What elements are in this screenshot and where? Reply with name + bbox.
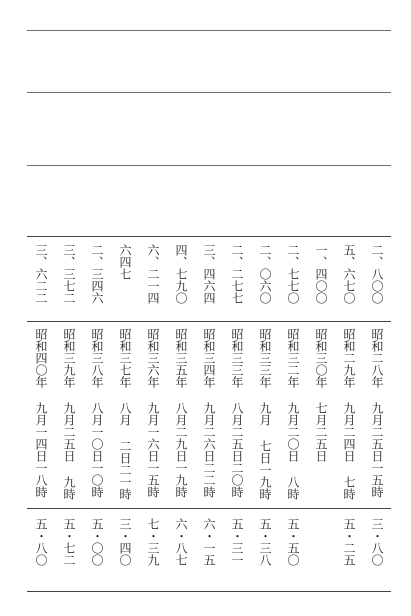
value-cell: 六・一五 bbox=[202, 518, 216, 566]
amount-cell: 二、〇六〇 bbox=[258, 244, 272, 304]
value-cell: 五・七二 bbox=[62, 518, 76, 566]
date-row bbox=[27, 328, 391, 506]
value-cell: 五・〇〇 bbox=[90, 518, 104, 566]
value-cell: 五・五〇 bbox=[286, 518, 300, 566]
date-cell: 昭和三七年 八月 二日二一時 bbox=[118, 328, 132, 500]
value-cell: 五・三一 bbox=[230, 518, 244, 566]
table-rule-top bbox=[27, 236, 391, 237]
value-cell: 五・八〇 bbox=[34, 518, 48, 566]
amount-cell: 三、六二二 bbox=[34, 244, 48, 304]
date-cell: 昭和三二年 九月二〇日 八時 bbox=[286, 328, 300, 500]
date-cell: 昭和四〇年 九月一四日一八時 bbox=[34, 328, 48, 498]
amount-cell: 一、四〇〇 bbox=[314, 244, 328, 304]
value-cell bbox=[307, 518, 335, 588]
value-cell: 三・八〇 bbox=[370, 518, 384, 566]
amount-cell: 四、七九〇 bbox=[174, 244, 188, 304]
blank-rule-2 bbox=[27, 92, 391, 93]
value-cell: 三・四〇 bbox=[118, 518, 132, 566]
amount-cell: 二、二七七 bbox=[230, 244, 244, 304]
value-cell: 五・二五 bbox=[342, 518, 356, 566]
amount-cell: 二、八〇〇 bbox=[370, 244, 384, 304]
amount-cell: 五、六七〇 bbox=[342, 244, 356, 304]
value-cell: 六・八七 bbox=[174, 518, 188, 566]
date-cell: 昭和三八年 八月一〇日一〇時 bbox=[90, 328, 104, 498]
date-cell: 昭和二八年 九月二五日一五時 bbox=[370, 328, 384, 498]
date-cell: 昭和三五年 八月二九日一九時 bbox=[174, 328, 188, 498]
value-row bbox=[27, 518, 391, 588]
value-cell: 五・三八 bbox=[258, 518, 272, 566]
amount-cell: 三、三七二 bbox=[62, 244, 76, 304]
amount-cell: 三、四六四 bbox=[202, 244, 216, 304]
table-rule-middle-2 bbox=[27, 508, 391, 509]
date-cell: 昭和三九年 九月二五日 九時 bbox=[62, 328, 76, 500]
date-cell: 昭和三六年 九月一六日一五時 bbox=[146, 328, 160, 498]
date-cell: 昭和三三年 九月 七日一九時 bbox=[258, 328, 272, 500]
value-cell: 七・三九 bbox=[146, 518, 160, 566]
flood-record-table bbox=[27, 236, 391, 592]
amount-cell: 二、七七〇 bbox=[286, 244, 300, 304]
blank-rule-1 bbox=[27, 30, 391, 31]
date-cell: 昭和三〇年 七月二五日 bbox=[314, 328, 328, 462]
table-rule-bottom bbox=[27, 591, 391, 592]
date-cell: 昭和二九年 九月二四日 七時 bbox=[342, 328, 356, 500]
amount-cell: 六四七 bbox=[118, 244, 132, 280]
amount-cell: 六、二一四 bbox=[146, 244, 160, 304]
blank-rule-3 bbox=[27, 165, 391, 166]
table-rule-middle-1 bbox=[27, 321, 391, 322]
amount-row bbox=[27, 244, 391, 318]
date-cell: 昭和三四年 九月二六日二二時 bbox=[202, 328, 216, 498]
date-cell: 昭和三三年 八月二五日二〇時 bbox=[230, 328, 244, 498]
amount-cell: 二、三四六 bbox=[90, 244, 104, 304]
